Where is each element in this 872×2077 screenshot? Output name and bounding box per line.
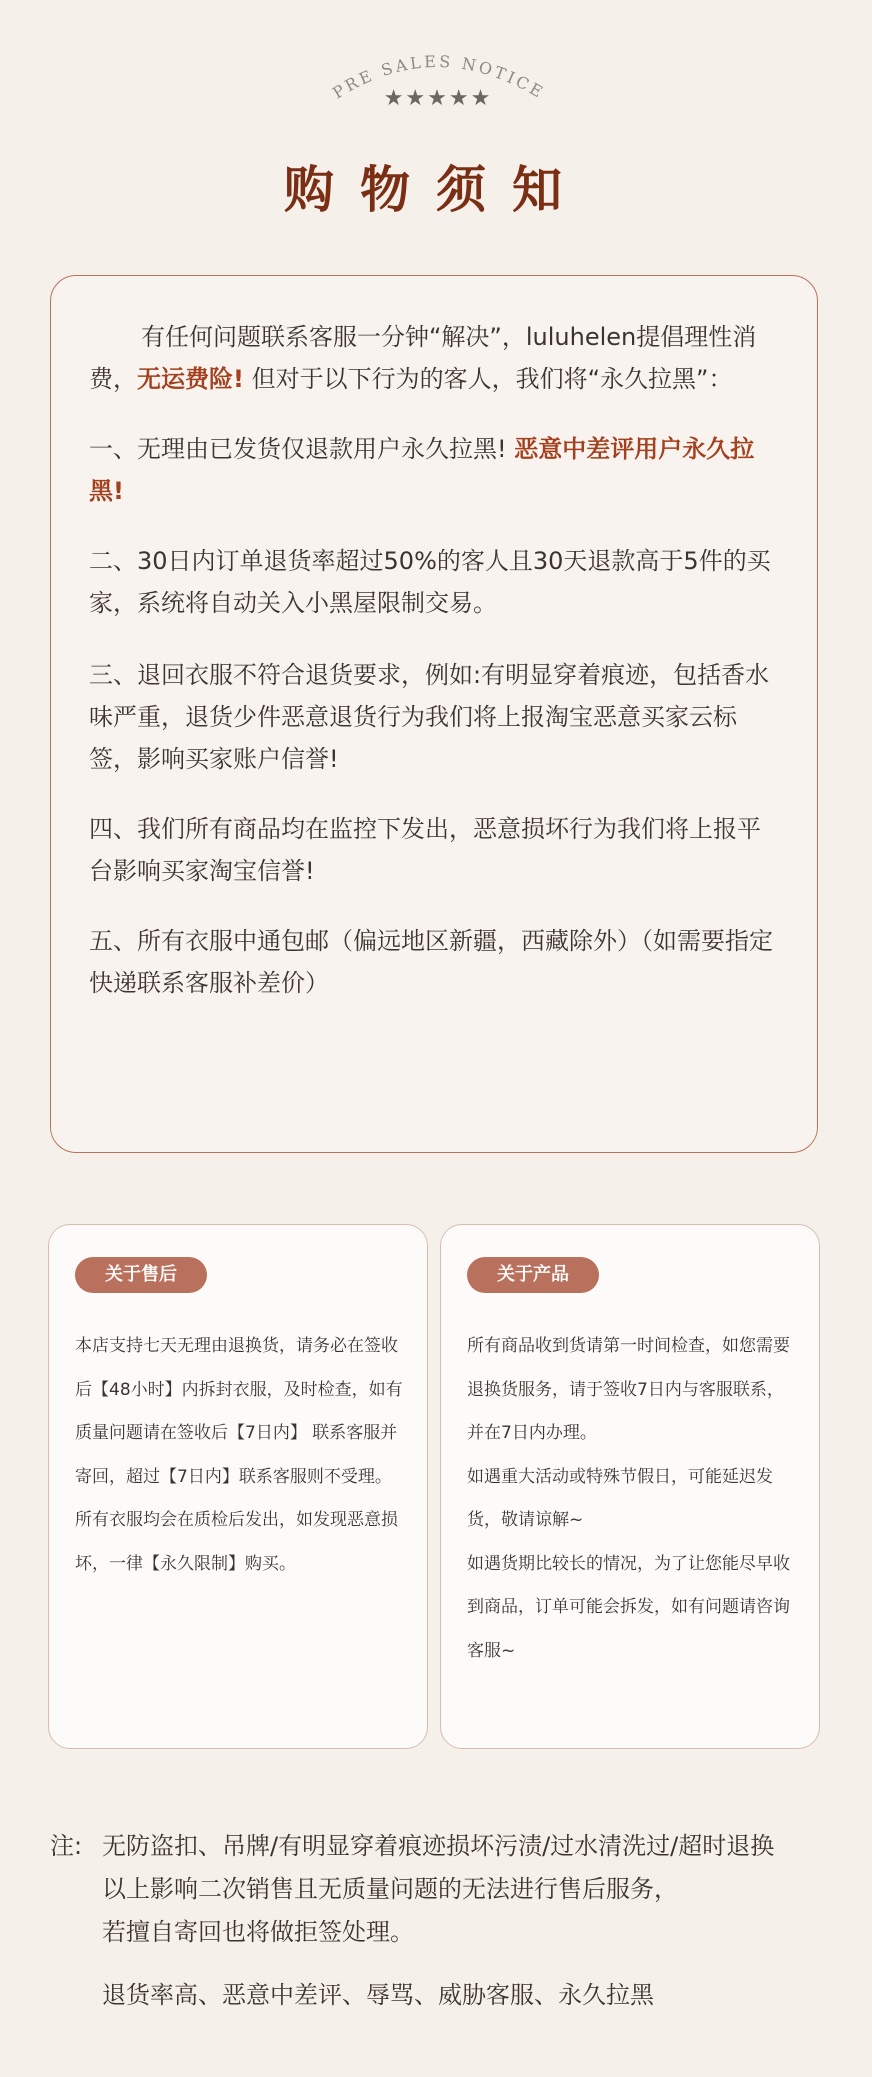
footnote-line-2: 以上影响二次销售且无质量问题的无法进行售后服务，: [102, 1875, 678, 1903]
footnote-body: [102, 1825, 840, 1954]
rule-1: [89, 428, 779, 512]
page-title: 购物须知: [284, 161, 588, 219]
product-badge: 关于产品: [467, 1257, 599, 1293]
rule-1-highlight: 恶意中差评用户永久拉黑!: [89, 435, 755, 505]
footnote-label: 注:: [50, 1832, 83, 1860]
pre-sales-notice-text: PRE SALES NOTICE: [329, 51, 549, 103]
rule-3: 三、退回衣服不符合退货要求，例如:有明显穿着痕迹，包括香水味严重，退货少件恶意退货行为我们将上报淘宝恶意买家云标签，影响买家账户信誉!: [89, 661, 770, 773]
rating-stars: ★★★★★: [383, 86, 493, 111]
product-paragraph-2: 如遇重大活动或特殊节假日，可能延迟发货，敬请谅解~: [467, 1466, 773, 1530]
footnote-line-3: 若擅自寄回也将做拒签处理。: [102, 1918, 414, 1946]
intro-text-1: 有任何问题联系客服一分钟“解决”，luluhelen提倡理性消费，: [89, 323, 757, 393]
footnote-line-1: 无防盗扣、吊牌/有明显穿着痕迹损坏污渍/过水清洗过/超时退换: [102, 1832, 775, 1860]
intro-text-2: 但对于以下行为的客人，我们将“永久拉黑”：: [243, 365, 733, 393]
product-text: [467, 1325, 797, 1673]
rule-1-text: 一、无理由已发货仅退款用户永久拉黑!: [89, 435, 515, 463]
footnote-row: [50, 1825, 840, 1954]
no-shipping-insurance-highlight: 无运费险!: [137, 365, 244, 393]
product-paragraph-3: 如遇货期比较长的情况，为了让您能尽早收到商品，订单可能会拆发，如有问题请咨询客服~: [467, 1553, 790, 1661]
product-card: [440, 1224, 820, 1749]
notice-content: [89, 316, 779, 1004]
after-sales-badge: 关于售后: [75, 1257, 207, 1293]
after-sales-text: [75, 1325, 405, 1586]
after-sales-paragraph: 本店支持七天无理由退换货，请务必在签收后【48小时】内拆封衣服，及时检查，如有质量问题请在签收后【7日内】 联系客服并寄回，超过【7日内】联系客服则不受理。所有衣服均会在质检后发出，如发现恶意损坏，一律【永久限制】购买。: [75, 1336, 403, 1574]
footnote-line-4: 退货率高、恶意中差评、辱骂、威胁客服、永久拉黑: [102, 1981, 654, 2009]
after-sales-card: [48, 1224, 428, 1749]
rule-4: 四、我们所有商品均在监控下发出，恶意损坏行为我们将上报平台影响买家淘宝信誉!: [89, 815, 761, 885]
product-paragraph-1: 所有商品收到货请第一时间检查，如您需要退换货服务，请于签收7日内与客服联系，并在7日内办理。: [467, 1336, 790, 1443]
notice-box: [50, 275, 818, 1153]
footnote: [50, 1825, 840, 2017]
intro-paragraph: [89, 316, 779, 400]
rule-2: 二、30日内订单退货率超过50%的客人且30天退款高于5件的买家，系统将自动关入小黑屋限制交易。: [89, 547, 771, 617]
rule-5: 五、所有衣服中通包邮（偏远地区新疆，西藏除外）（如需要指定快递联系客服补差价）: [89, 927, 773, 997]
header: [0, 0, 872, 240]
